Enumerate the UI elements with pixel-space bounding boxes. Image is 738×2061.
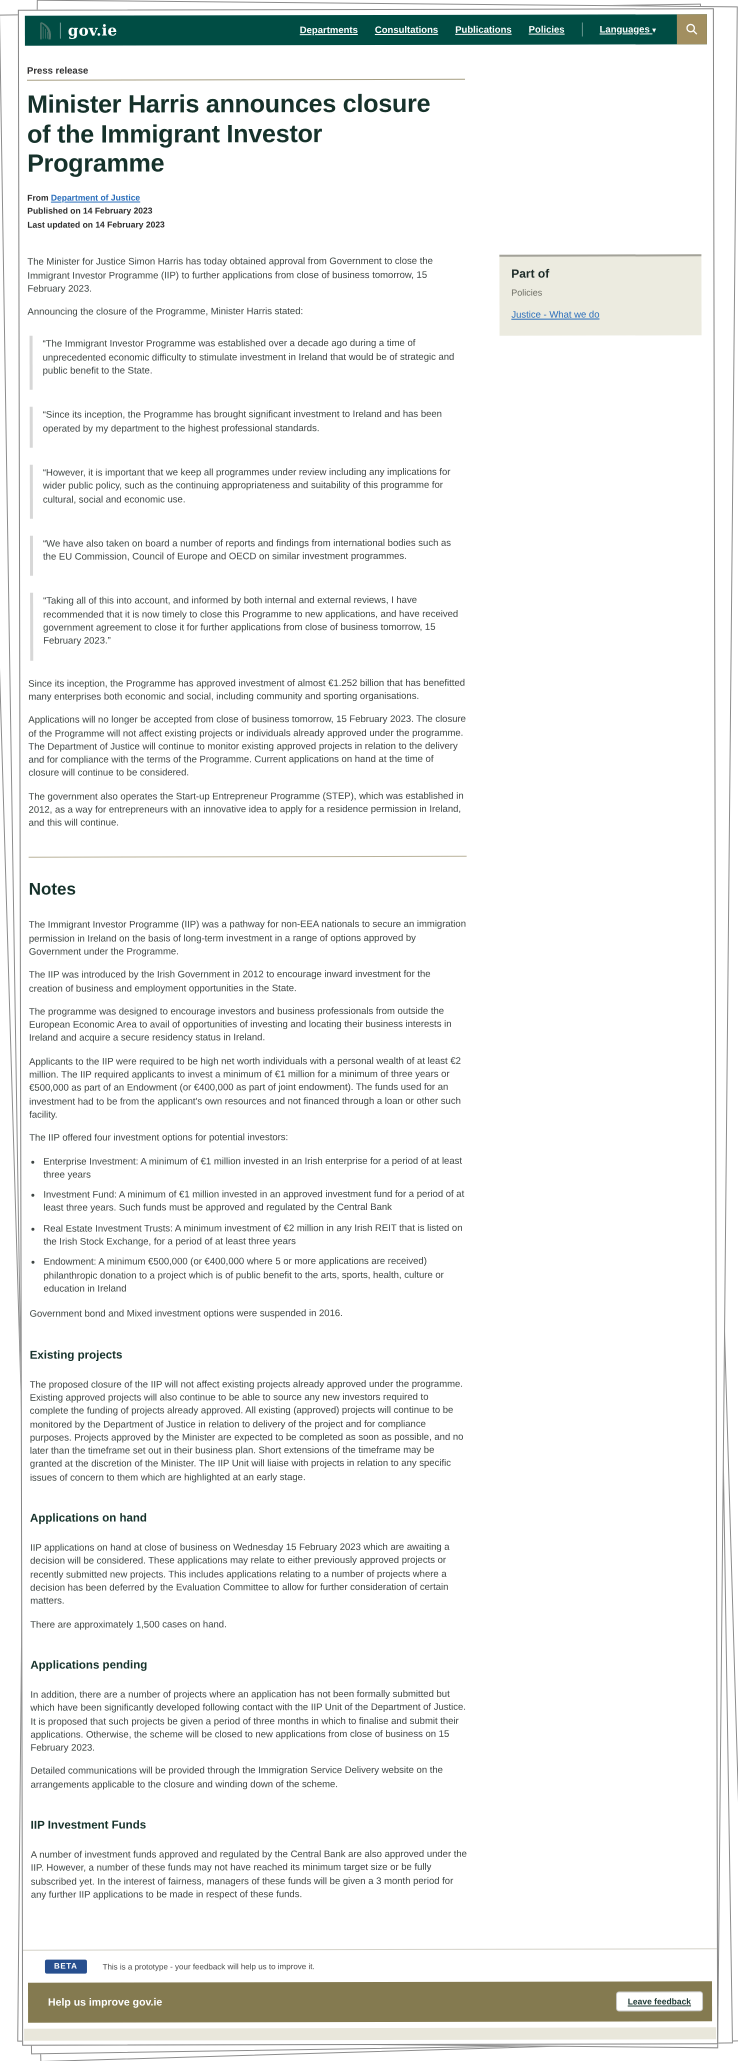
list-item: • Endowment: A minimum €500,000 (or €400,000 where 5 or more applications are received) philanthropic donation to a project which is of public benefit to the arts, sports, health, culture or education in Ireland [43,1255,467,1296]
minister-quote: “We have also taken on board a number of reports and findings from international bodies such as the EU Commission, Council of Europe and OECD on similar investment programmes. [30,535,466,577]
iip-investment-funds-heading: IIP Investment Funds [30,1819,147,1832]
applications-pending-heading: Applications pending [30,1659,148,1672]
paragraph: The programme was designed to encourage investors and business professionals from outside the European Economic Area to avail of opportunities of investing and locating their business interests in Ireland and acquire a secure residency status in Ireland. [28,1005,452,1045]
footer-strip [24,2027,716,2040]
paragraph: The proposed closure of the IIP will not affect existing projects already approved under the programme. Existing approved projects will also continue to be able to source any new investors required to complete the funding of projects already approved. All existing (approved) projects will continue to be monitored by the Department of Justice in relation to delivery of the project and for compliance purposes. Projects approved by the Minister are expected to be completed as soon as possible, and no later than the timeframe set out in their business plan. Short extensions of the timeframe may be granted at the discretion of the Minister. The IIP Unit will liaise with projects in relation to any specific issues of concern to them which are highlighted at an early stage. [29,1378,464,1484]
minister-quote: “However, it is important that we keep all programmes under review including any implications for wider public policy, such as the continuing appropriateness and suitability of this programme for cultural, social and economic use. [30,464,466,519]
paragraph: Applicants to the IIP were required to be high net worth individuals with a personal wealth of at least €2 million. The IIP required applicants to invest a minimum of €1 million for a minimum of three years or €500,000 as part of an Endowment (or €400,000 as part of joint endowment). The funds used for an investment had to be from the applicant's own resources and not financed through a loan or other such facility. [29,1055,461,1121]
notes-heading: Notes [28,879,76,899]
nav-publications[interactable]: Publications [455,24,512,36]
page-footer [23,1948,717,2044]
justice-what-we-do-link[interactable]: Justice - What we do [511,309,600,321]
article-body [27,255,469,1912]
article-type-label: Press release [26,65,89,77]
paragraph: A number of investment funds approved and regulated by the Central Bank are also approved under the IIP. However, a number of these funds may not have reached its minimum target size or be fully subscribed yet. In the interest of fairness, managers of these funds will be given a 3 month period for any further IIP applications to be made in respect of these funds. [30,1848,467,1901]
part-of-box [499,255,701,336]
list-item: • Investment Fund: A minimum of €1 million invested in an approved investment fund for a period of at least three years. Such funds must be approved and regulated by the Central Bank [43,1188,467,1215]
department-of-justice-link[interactable]: Department of Justice [50,191,141,203]
site-header [25,14,707,45]
paragraph: Detailed communications will be provided through the Immigration Service Delivery website on the arrangements applicable to the closure and winding down of the scheme. [30,1765,443,1791]
beta-banner [23,1948,717,1982]
paragraph: The government also operates the Start-up Entrepreneur Programme (STEP), which was established in 2012, as a way for entrepreneurs with an innovative idea to apply for a residence permission in Ireland, and this will continue. [28,790,464,830]
leave-feedback-button[interactable]: Leave feedback [616,1991,703,2011]
chevron-down-icon: ▾ [652,26,656,34]
paragraph: The IIP was introduced by the Irish Government in 2012 to encourage inward investment for the creation of business and employment opportunities in the State. [28,969,431,995]
languages-label: Languages [599,23,650,36]
published-date: Published on 14 February 2023 [27,205,153,216]
beta-badge: BETA [45,1960,87,1974]
paragraph: Announcing the closure of the Programme, Minister Harris stated: [27,306,304,318]
beta-text: This is a prototype - your feedback will help us to improve it. [102,1961,315,1972]
existing-projects-heading: Existing projects [29,1349,123,1362]
page-title: Minister Harris announces closure of the Immigrant Investor Programme [27,89,431,178]
govie-page [18,8,718,2045]
nav-consultations[interactable]: Consultations [374,24,439,36]
magnifier-icon [685,22,699,36]
minister-quote: “Since its inception, the Programme has brought significant investment to Ireland and has been operated by my department to the highest professional standards. [30,406,466,448]
minister-quote: “Taking all of this into account, and informed by both internal and external reviews, I have recommended that it is now timely to close this Programme to new applications, and have received government agreement to close it for further applications from close of business tomorrow, 15 February 2023.” [30,592,466,660]
kicker-divider [27,79,465,81]
part-of-category: Policies [511,287,543,298]
feedback-title: Help us improve gov.ie [48,1996,163,2009]
harp-icon [38,21,53,40]
search-button[interactable] [677,14,707,44]
nav-policies[interactable]: Policies [528,24,565,36]
brand-text: gov.ie [67,21,118,40]
paragraph: Since its inception, the Programme has approved investment of almost €1.252 billion that has benefitted many enterprises both economic and social, including community and sporting organisations. [28,677,466,703]
investment-options-list [29,1154,467,1296]
list-item: • Enterprise Investment: A minimum of €1 million invested in an Irish enterprise for a period of at least three years [43,1154,467,1181]
nav-divider [582,23,583,37]
article-content [19,44,717,1949]
minister-quote: “The Immigrant Investor Programme was established over a decade ago during a time of unprecedented economic difficulty to stimulate investment in Ireland that would be of strategic and public benefit to the State. [30,335,466,390]
paragraph: In addition, there are a number of projects where an application has not been formally submitted but which have been significantly developed following contact with the IIP Unit of the Department of Justice. It is proposed that such projects be given a period of three months in which to finalise and submit their applications. Otherwise, the scheme will be closed to new applications from close of business on 15 February 2023. [30,1688,466,1754]
nav-departments[interactable]: Departments [299,24,358,36]
paragraph: Applications will no longer be accepted from close of business tomorrow, 15 February 2023. The closure of the Programme will not affect existing projects or individuals already approved under the programme. The Department of Justice will continue to monitor existing approved projects in relation to the delivery and for compliance with the terms of the Programme. Current applications on hand at the time of closure will continue to be considered. [28,714,466,780]
paragraph: The Immigrant Investor Programme (IIP) was a pathway for non-EEA nationals to secure an immigration permission in Ireland on the basis of long-term investment in a range of options approved by Government under the Programme. [28,919,466,958]
paragraph: There are approximately 1,500 cases on hand. [30,1618,227,1631]
logo-divider [60,23,61,39]
list-item: • Real Estate Investment Trusts: A minimum investment of €2 million in any Irish REIT that is listed on the Irish Stock Exchange, for a period of at least three years [43,1222,467,1249]
part-of-heading: Part of [511,266,550,281]
from-label: From [27,192,49,203]
section-divider [29,855,467,857]
updated-date: Last updated on 14 February 2023 [27,219,165,230]
govie-logo[interactable] [25,21,117,40]
paragraph: IIP applications on hand at close of business on Wednesday 15 February 2023 which are awaiting a decision will be considered. These applications may relate to either previously approved projects or recently submitted new projects. This includes applications relating to a number of projects where a decision has been deferred by the Evaluation Committee to allow for further consideration of certain matters. [30,1541,450,1607]
paragraph: The Minister for Justice Simon Harris has today obtained approval from Government to close the Immigrant Investor Programme (IIP) to further applications from close of business tomorrow, 15 February 2023. [27,256,433,295]
nav-languages[interactable] [600,24,656,35]
paragraph: Government bond and Mixed investment options were suspended in 2016. [29,1308,343,1320]
main-nav [300,14,707,45]
paragraph: The IIP offered four investment options for potential investors: [29,1132,289,1144]
article-meta [27,190,701,232]
feedback-bar [28,1981,712,2022]
applications-on-hand-heading: Applications on hand [30,1512,147,1525]
meta-from [27,190,701,205]
